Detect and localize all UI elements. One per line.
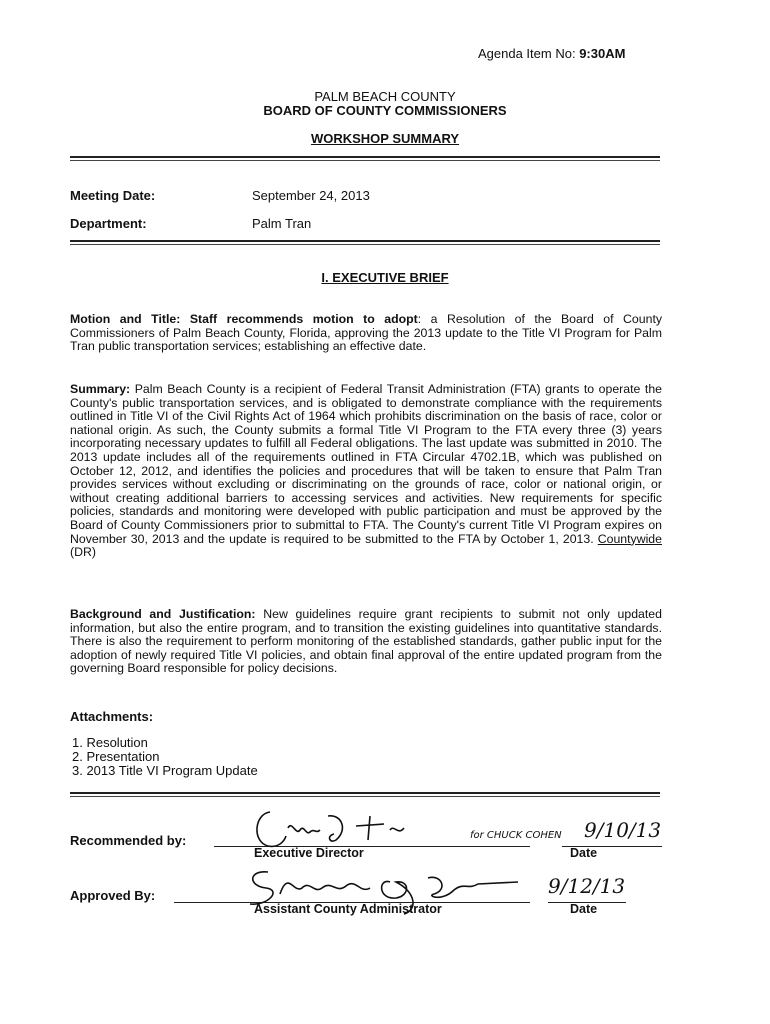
agenda-value: 9:30AM (579, 46, 626, 61)
meeting-rule-bottom (70, 244, 660, 245)
list-item: 2. Presentation (72, 749, 160, 764)
recommended-by-label: Recommended by: (70, 833, 187, 848)
header-rule-top (70, 156, 660, 158)
motion-label: Motion and Title: (70, 312, 181, 326)
agenda-item (478, 46, 625, 61)
org-title: PALM BEACH COUNTY (314, 89, 456, 104)
list-item: 3. 2013 Title VI Program Update (72, 763, 258, 778)
header-rule-bottom (70, 160, 660, 161)
department-label: Department: (70, 216, 147, 231)
board-title: BOARD OF COUNTY COMMISSIONERS (263, 103, 507, 118)
section-title: I. EXECUTIVE BRIEF (321, 270, 449, 285)
summary-label: Summary: (70, 382, 131, 396)
approved-by-label: Approved By: (70, 888, 156, 903)
department-value: Palm Tran (252, 216, 312, 231)
list-item: 1. Resolution (72, 735, 148, 750)
summary-suffix: (DR) (70, 545, 96, 560)
background-label: Background and Justification: (70, 607, 256, 621)
meeting-date-label: Meeting Date: (70, 188, 156, 203)
recommended-date-caption: Date (570, 846, 598, 860)
assistant-administrator-caption: Assistant County Administrator (254, 902, 442, 916)
motion-paragraph (70, 313, 662, 354)
approved-signature (228, 860, 538, 920)
countywide-text: Countywide (597, 531, 662, 546)
attachments-rule-bottom (70, 796, 660, 797)
doc-type-title: WORKSHOP SUMMARY (310, 131, 460, 146)
summary-text: Palm Beach County is a recipient of Federal Transit Administration (FTA) grants to operate the County's public transportation services, and is obligated to demonstrate compliance with the requirements outlined in Title VI of the Civil Rights Act of 1964 which prohibits discrimination on the basis of race, color or national origin. As such, the County submits a formal Title VI Program to the FTA every three (3) years incorporating necessary updates to fulfill all Federal obligations. The last update was submitted in 2010. The 2013 update includes all of the requirements outlined in FTA Circular 4702.1B, which was published on October 12, 2012, and identifies the policies and procedures that will be taken to ensure that Palm Tran provides services without excluding or discriminating on the grounds of race, color or national origin, or without creating additional barriers to accessing services and activities. New requirements for specific policies, standards and monitoring were developed with public participation and must be approved by the Board of County Commissioners prior to submittal to FTA. The County's current Title VI Program expires on November 30, 2013 and the update is required to be submitted to the FTA by October 1, 2013. (70, 382, 663, 546)
background-paragraph (70, 608, 662, 676)
approved-date-caption: Date (570, 902, 598, 916)
recommended-date-handwritten: 9/10/13 (584, 818, 662, 842)
recommended-note: for CHUCK COHEN (470, 830, 562, 841)
motion-text: : a Resolution of the Board of County Commissioners of Palm Beach County, Florida, approving the 2013 update to the Title VI Program for Palm Tran public transportation services; establishing an effective date. (70, 312, 663, 354)
attachments-rule-top (70, 792, 660, 794)
meeting-date-value: September 24, 2013 (252, 188, 370, 203)
motion-lead: Staff recommends motion to adopt (189, 312, 418, 326)
background-text: New guidelines require grant recipients to submit not only updated information, but also the entire program, and to transition the existing guidelines into quantitative standards. There is also the requirement to perform monitoring of the established standards, gather public input for the adoption of newly required Title VI policies, and obtain final approval of the entire updated program from the governing Board responsible for policy decisions. (70, 607, 662, 676)
agenda-label: Agenda Item No: (478, 46, 576, 61)
meeting-rule-top (70, 240, 660, 242)
executive-director-caption: Executive Director (254, 846, 364, 860)
attachments-list (72, 736, 258, 778)
summary-paragraph (70, 383, 662, 560)
approved-date-handwritten: 9/12/13 (548, 874, 626, 898)
recommended-signature (244, 806, 444, 852)
attachments-label: Attachments: (70, 709, 154, 724)
